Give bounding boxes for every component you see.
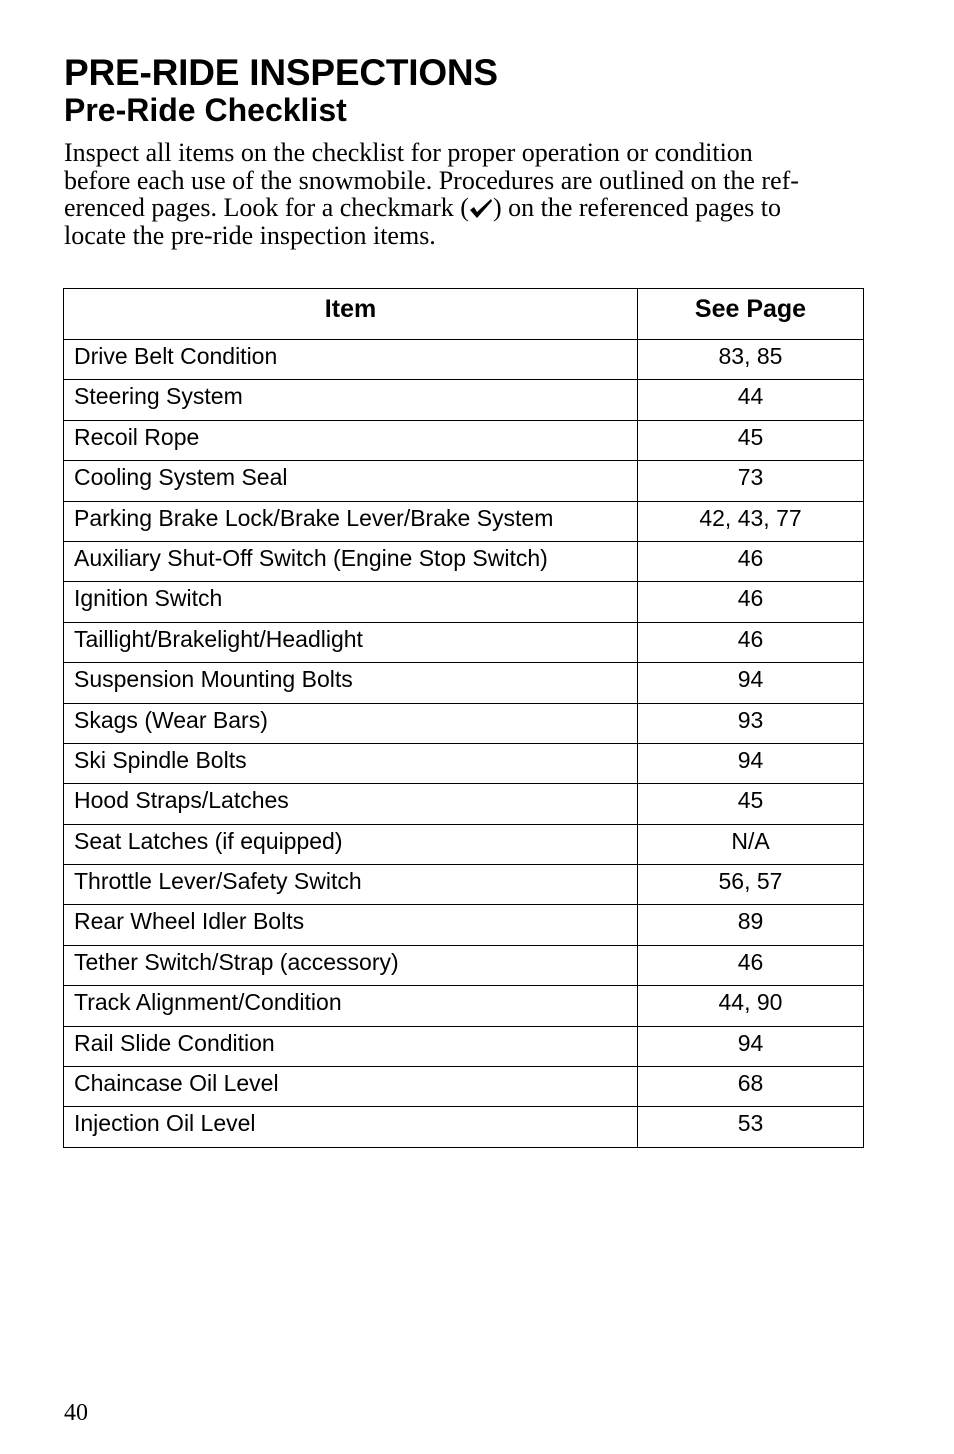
checklist-item: Auxiliary Shut-Off Switch (Engine Stop Switch) [64,541,638,581]
checklist-item: Parking Brake Lock/Brake Lever/Brake System [64,501,638,541]
page-reference: 68 [638,1067,864,1107]
checklist-item: Recoil Rope [64,420,638,460]
checklist-item: Throttle Lever/Safety Switch [64,865,638,905]
page-reference: 94 [638,743,864,783]
table-row [64,663,864,703]
page-reference: 94 [638,663,864,703]
table-row [64,743,864,783]
table-row [64,622,864,662]
page-reference: 42, 43, 77 [638,501,864,541]
table-row [64,380,864,420]
column-header-see-page: See Page [638,289,864,340]
page-reference: 94 [638,1026,864,1066]
table-row [64,1107,864,1147]
checklist-item: Hood Straps/Latches [64,784,638,824]
section-title: Pre-Ride Checklist [64,92,347,128]
page-number: 40 [64,1400,88,1426]
checklist-item: Drive Belt Condition [64,340,638,380]
checklist-item: Injection Oil Level [64,1107,638,1147]
page-reference: 46 [638,945,864,985]
table-row [64,582,864,622]
table-row [64,703,864,743]
intro-line [64,194,864,222]
checklist-item: Taillight/Brakelight/Headlight [64,622,638,662]
page-reference: 45 [638,420,864,460]
table-row [64,420,864,460]
intro-paragraph [64,139,864,249]
table-row [64,340,864,380]
table-row [64,824,864,864]
checklist-table [63,288,864,1148]
intro-text: erenced pages. Look for a checkmark ( [64,193,469,222]
page-reference: 44 [638,380,864,420]
page-reference: N/A [638,824,864,864]
checklist-item: Tether Switch/Strap (accessory) [64,945,638,985]
page-reference: 53 [638,1107,864,1147]
intro-line: Inspect all items on the checklist for proper operation or condition [64,138,753,167]
checklist-item: Ski Spindle Bolts [64,743,638,783]
page-reference: 89 [638,905,864,945]
page-reference: 83, 85 [638,340,864,380]
table-row [64,1067,864,1107]
page-title: PRE-RIDE INSPECTIONS [64,52,498,93]
checklist-item: Track Alignment/Condition [64,986,638,1026]
checklist-item: Suspension Mounting Bolts [64,663,638,703]
page-reference: 73 [638,461,864,501]
checklist-item: Chaincase Oil Level [64,1067,638,1107]
table-row [64,865,864,905]
table-row [64,945,864,985]
table-row [64,905,864,945]
page-content [64,52,864,249]
page-reference: 46 [638,541,864,581]
checklist-item: Skags (Wear Bars) [64,703,638,743]
page-reference: 46 [638,582,864,622]
page-reference: 56, 57 [638,865,864,905]
table-header-row [64,289,864,340]
column-header-item: Item [64,289,638,340]
table-row [64,461,864,501]
table-row [64,986,864,1026]
table-row [64,784,864,824]
intro-line: locate the pre-ride inspection items. [64,220,436,250]
page-reference: 93 [638,703,864,743]
checklist-item: Rear Wheel Idler Bolts [64,905,638,945]
checklist-item: Rail Slide Condition [64,1026,638,1066]
intro-line: before each use of the snowmobile. Procedures are outlined on the ref- [64,165,799,195]
checkmark-icon [469,197,493,219]
checklist-body [64,340,864,1148]
table-row [64,541,864,581]
page-reference: 45 [638,784,864,824]
table-row [64,1026,864,1066]
checklist-item: Seat Latches (if equipped) [64,824,638,864]
table-row [64,501,864,541]
checklist-item: Ignition Switch [64,582,638,622]
checklist-item: Steering System [64,380,638,420]
checklist-item: Cooling System Seal [64,461,638,501]
page-reference: 44, 90 [638,986,864,1026]
intro-text: ) on the referenced pages to [492,193,781,222]
page-reference: 46 [638,622,864,662]
